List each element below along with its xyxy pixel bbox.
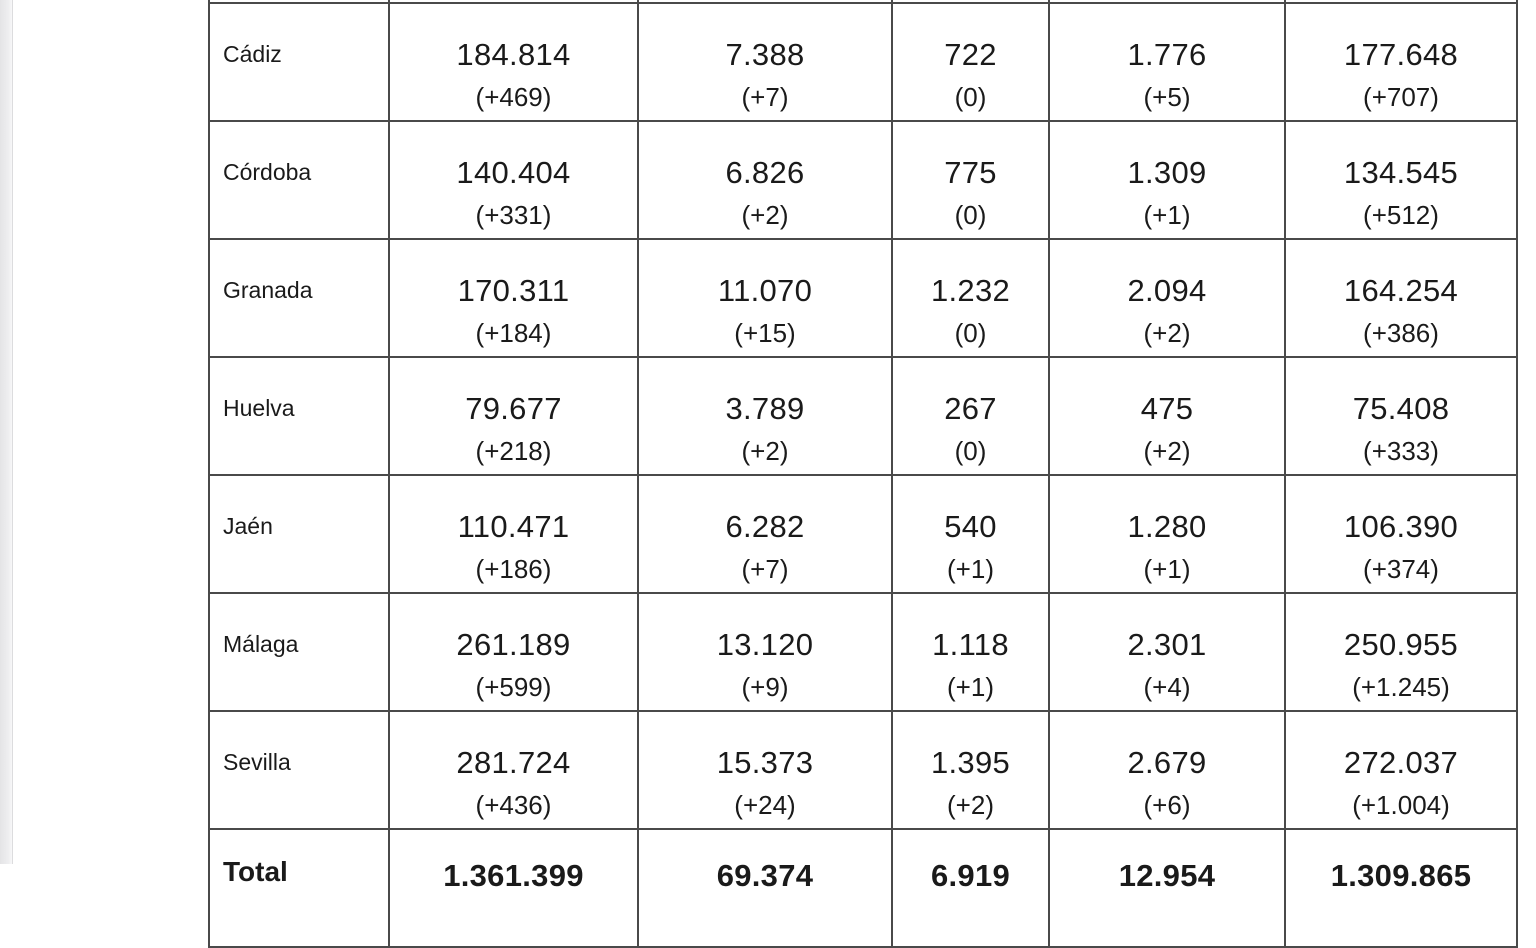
province-stats-table: [208, 0, 1518, 948]
cell-value: 1.118: [932, 627, 1009, 662]
cell-delta: (+386): [1363, 318, 1439, 348]
cell-value: 1.309: [1127, 155, 1207, 190]
cell-value: 110.471: [457, 509, 570, 544]
cell-delta: (+218): [475, 436, 552, 466]
cell-value: 15.373: [716, 745, 814, 780]
province-name: Huelva: [223, 395, 295, 421]
value-cell: [1285, 121, 1517, 239]
cell-value: 2.679: [1127, 745, 1207, 780]
table-row: [209, 357, 1517, 475]
cell-delta: (+512): [1363, 200, 1439, 230]
value-cell: [892, 357, 1049, 475]
cell-delta: (+5): [1143, 82, 1191, 112]
cell-delta: (+6): [1143, 790, 1191, 820]
province-name: Córdoba: [223, 159, 312, 185]
table-row: [209, 239, 1517, 357]
cell-value: 1.395: [930, 745, 1011, 780]
cell-value: 267: [944, 391, 997, 426]
value-cell: [892, 475, 1049, 593]
cell-delta: (0): [954, 82, 987, 112]
cell-value: 6.826: [725, 155, 805, 190]
value-cell: [1049, 357, 1285, 475]
table-row: [209, 3, 1517, 121]
cell-delta: (+15): [734, 318, 796, 348]
cell-value: 170.311: [457, 273, 570, 308]
province-name: Sevilla: [223, 749, 291, 775]
cell-delta: (+1): [1143, 200, 1191, 230]
cell-delta: (+2): [1143, 436, 1191, 466]
cell-value: 250.955: [1343, 627, 1459, 662]
value-cell: [1049, 593, 1285, 711]
value-cell: [638, 711, 892, 829]
cell-delta: (+2): [947, 790, 994, 820]
cell-delta: (+333): [1363, 436, 1439, 466]
cell-delta: (+1): [947, 672, 994, 702]
cell-value: 722: [944, 37, 997, 72]
cell-value: 75.408: [1352, 391, 1450, 426]
value-cell: [638, 239, 892, 357]
cell-delta: (+469): [475, 82, 552, 112]
cell-delta: (+184): [475, 318, 552, 348]
cell-value: 281.724: [456, 745, 571, 780]
cell-value: 2.301: [1127, 627, 1207, 662]
cell-delta: (0): [954, 318, 987, 348]
cell-delta: (+4): [1143, 672, 1191, 702]
value-cell: [389, 593, 638, 711]
table-row: [209, 475, 1517, 593]
value-cell: [389, 357, 638, 475]
cell-value: 6.282: [725, 509, 805, 544]
total-value-cell: [1049, 829, 1285, 947]
cell-delta: (+2): [1143, 318, 1191, 348]
cell-delta: (+7): [741, 554, 789, 584]
province-name: Málaga: [223, 631, 299, 657]
table-row: [209, 711, 1517, 829]
cell-delta: (+599): [475, 672, 552, 702]
cell-value: 272.037: [1343, 745, 1459, 780]
cell-value: 177.648: [1343, 37, 1459, 72]
cell-delta: (+707): [1363, 82, 1439, 112]
province-cell: [209, 3, 389, 121]
cell-value: 13.120: [716, 627, 814, 662]
value-cell: [638, 357, 892, 475]
cell-delta: (+9): [741, 672, 789, 702]
value-cell: [1285, 475, 1517, 593]
total-value-cell: [1285, 829, 1517, 947]
table-row: [209, 121, 1517, 239]
total-value: 1.361.399: [443, 858, 584, 893]
table-row: [209, 593, 1517, 711]
cell-value: 1.776: [1127, 37, 1207, 72]
cell-value: 106.390: [1343, 509, 1459, 544]
total-value-cell: [638, 829, 892, 947]
total-value-cell: [892, 829, 1049, 947]
value-cell: [389, 239, 638, 357]
value-cell: [1285, 593, 1517, 711]
cell-value: 3.789: [725, 391, 805, 426]
cell-value: 184.814: [456, 37, 571, 72]
total-label-cell: [209, 829, 389, 947]
cell-value: 140.404: [456, 155, 571, 190]
cell-delta: (0): [954, 436, 987, 466]
value-cell: [638, 3, 892, 121]
province-name: Cádiz: [223, 41, 282, 67]
cell-delta: (+331): [475, 200, 552, 230]
value-cell: [389, 475, 638, 593]
value-cell: [1285, 3, 1517, 121]
cell-delta: (+1.245): [1352, 672, 1450, 702]
cell-value: 2.094: [1127, 273, 1207, 308]
cell-value: 261.189: [456, 627, 571, 662]
cell-value: 1.232: [930, 273, 1011, 308]
total-value: 69.374: [716, 858, 814, 893]
cell-delta: (+2): [741, 200, 789, 230]
value-cell: [389, 711, 638, 829]
cell-value: 134.545: [1343, 155, 1459, 190]
province-cell: [209, 121, 389, 239]
cell-value: 775: [944, 155, 997, 190]
value-cell: [1285, 239, 1517, 357]
province-cell: [209, 711, 389, 829]
cell-delta: (+1.004): [1352, 790, 1450, 820]
cell-delta: (0): [954, 200, 987, 230]
value-cell: [1049, 711, 1285, 829]
cell-value: 79.677: [465, 391, 562, 426]
cell-value: 1.280: [1127, 509, 1207, 544]
cell-delta: (+1): [947, 554, 994, 584]
province-cell: [209, 475, 389, 593]
value-cell: [892, 121, 1049, 239]
value-cell: [1285, 711, 1517, 829]
value-cell: [1285, 357, 1517, 475]
province-cell: [209, 593, 389, 711]
value-cell: [1049, 475, 1285, 593]
total-value-cell: [389, 829, 638, 947]
value-cell: [638, 593, 892, 711]
province-name: Jaén: [223, 513, 273, 539]
province-cell: [209, 357, 389, 475]
cell-delta: (+2): [741, 436, 789, 466]
value-cell: [1049, 3, 1285, 121]
value-cell: [892, 593, 1049, 711]
value-cell: [1049, 239, 1285, 357]
province-cell: [209, 239, 389, 357]
value-cell: [638, 121, 892, 239]
cell-delta: (+7): [741, 82, 789, 112]
cell-delta: (+24): [734, 790, 796, 820]
table-row-total: [209, 829, 1517, 947]
value-cell: [638, 475, 892, 593]
cell-value: 11.070: [717, 273, 813, 308]
total-value: 6.919: [930, 858, 1011, 893]
value-cell: [892, 711, 1049, 829]
cell-delta: (+186): [475, 554, 552, 584]
cell-delta: (+1): [1143, 554, 1191, 584]
value-cell: [892, 3, 1049, 121]
cell-value: 164.254: [1343, 273, 1459, 308]
cell-delta: (+374): [1363, 554, 1439, 584]
cell-value: 7.388: [725, 37, 805, 72]
total-value: 1.309.865: [1330, 858, 1472, 893]
cell-delta: (+436): [475, 790, 552, 820]
cell-value: 475: [1140, 391, 1194, 426]
value-cell: [389, 121, 638, 239]
cell-value: 540: [944, 509, 997, 544]
table-body: [209, 0, 1517, 947]
total-label: Total: [223, 856, 288, 887]
value-cell: [389, 3, 638, 121]
province-name: Granada: [223, 277, 313, 303]
value-cell: [892, 239, 1049, 357]
total-value: 12.954: [1118, 858, 1216, 893]
value-cell: [1049, 121, 1285, 239]
